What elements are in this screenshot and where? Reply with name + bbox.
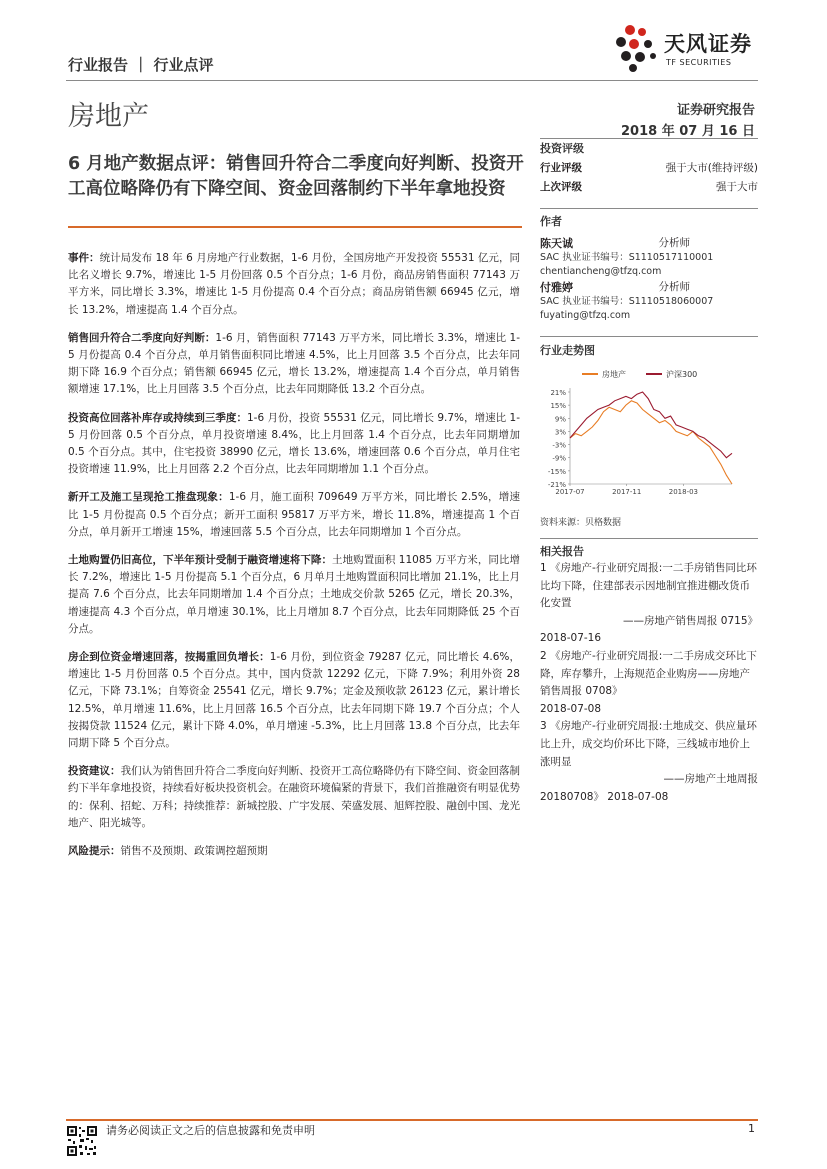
report-date: 2018 年 07 月 16 日 xyxy=(621,124,755,139)
y-tick-label: 9% xyxy=(554,415,566,424)
author-email[interactable]: fuyating@tfzq.com xyxy=(540,310,631,321)
report-body xyxy=(68,250,520,871)
report-type: 证券研究报告 xyxy=(676,103,755,118)
title-divider xyxy=(68,226,522,228)
y-tick-label: 21% xyxy=(550,389,566,397)
rating-heading: 投资评级 xyxy=(540,142,584,155)
body-paragraph: 新开工及施工呈现抢工推盘现象：1-6 月，施工面积 709649 万平方米，同比增长 2.5%，增速比 1-5 月份提高 0.5 个百分点；新开工面积 95817 万平方米，增长 11.8%，增速提高 1 个百分点，单月新开工增速 15%，增速回落 5.5 个百分点，比去年同期增加 1 个百分点。 xyxy=(68,491,520,538)
author-name: 付雅婷 xyxy=(540,281,573,294)
rating-row: 上次评级 强于大市 xyxy=(540,181,758,193)
related-report-item[interactable]: 1 《房地产-行业研究周报:一二手房销售同比环比均下降，住建部表示因地制宜推进棚改货币化安置 ——房地产销售周报 0715》 2018-07-16 xyxy=(540,562,758,645)
authors-section xyxy=(540,208,758,323)
body-paragraph: 投资高位回落补库存或持续到三季度：1-6 月份，投资 55531 亿元，同比增长 9.7%，增速比 1-5 月份回落 0.5 个百分点，单月投资增速 8.4%，比上月回落 1.4 个百分点，比去年同期增加 0.5 个百分点。其中，住宅投资 38990 亿元，增长 13.6%，增速回落 0.6 个百分点，单月住宅投资增速 11.9%，比上月回落 2.2 个百分点，比去年同期增加 1.1 个百分点。 xyxy=(68,411,520,476)
author-email[interactable]: chentiancheng@tfzq.com xyxy=(540,266,662,277)
chart-source: 资料来源：贝格数据 xyxy=(540,518,622,528)
rating-row: 行业评级 强于大市(维持评级) xyxy=(540,162,758,174)
x-tick-label: 2017-07 xyxy=(555,488,585,496)
body-paragraph: 销售回升符合二季度向好判断：1-6 月，销售面积 77143 万平方米，同比增长 3.3%，增速比 1-5 月份提高 0.4 个百分点，单月销售面积同比增速 4.5%，比上月回落 3.5 个百分点，比去年同期下降 16.9 个百分点；销售额 66945 亿元，增长 13.2%，增速提高 1.4 个百分点，单月销售额增速 17.1%，比上月回落 3.5 个百分点，比去年同期降低 13.2 个百分点。 xyxy=(68,331,521,396)
legend-label: 沪深300 xyxy=(666,370,698,379)
body-paragraph: 风险提示：销售不及预期、政策调控超预期 xyxy=(68,845,268,858)
body-paragraph: 事件：统计局发布 18 年 6 月房地产行业数据，1-6 月份，全国房地产开发投资 55531 亿元，同比名义增长 9.7%，增速比 1-5 月份回落 0.5 个百分点；1-6 月份，商品房销售面积 77143 万平方米，同比增长 3.3%，增速比 1-5 月份提高 0.4 个百分点；商品房销售额 66945 亿元，增长 13.2%，增速提高 1.4 个百分点。 xyxy=(68,252,520,316)
author-role: 分析师 xyxy=(658,237,690,249)
authors-heading: 作者 xyxy=(540,215,562,228)
trend-section xyxy=(540,336,758,362)
author-entry xyxy=(540,235,758,279)
trend-chart xyxy=(540,362,758,502)
body-paragraph: 房企到位资金增速回落，按揭重回负增长：1-6 月份，到位资金 79287 亿元，同比增长 4.6%，增速比 1-5 月份回落 0.5 个百分点。其中，国内贷款 12292 亿元，下降 7.9%；利用外资 28 亿元，下降 73.1%；自筹资金 25541 亿元，增长 9.7%；定金及预收款 26123 亿元，累计增长 12.5%，单月增速 11.6%，比上月回落 16.5 个百分点，比去年同期下降 19.7 个百分点；个人按揭贷款 11524 亿元，累计下降 4.0%，单月增速 -5.3%，比上月回落 13.8 个百分点，比去年同期下降 5 个百分点。 xyxy=(68,651,521,750)
rating-section xyxy=(540,138,758,197)
qr-code-icon xyxy=(66,1125,98,1157)
y-tick-label: 15% xyxy=(550,402,566,411)
logo-subtitle: TF SECURITIES xyxy=(666,58,732,67)
logo-name: 天风证券 xyxy=(664,32,752,56)
y-tick-label: -15% xyxy=(547,467,566,476)
header-divider xyxy=(66,80,758,81)
related-heading: 相关报告 xyxy=(540,545,584,558)
y-tick-label: -3% xyxy=(552,441,566,450)
report-title: 6 月地产数据点评：销售回升符合二季度向好判断、投资开工高位略降仍有下降空间、资金回落制约下半年拿地投资 xyxy=(68,154,524,199)
y-tick-label: -9% xyxy=(552,454,566,463)
series-line-real-estate xyxy=(570,401,732,484)
related-report-item[interactable]: 2 《房地产-行业研究周报:一二手房成交环比下降，库存攀升，上海规范企业购房——房地产销售周报 0708》 2018-07-08 xyxy=(540,649,757,715)
sidebar-divider xyxy=(540,538,758,539)
author-cert: SAC 执业证书编号：S1110518060007 xyxy=(540,296,714,307)
company-logo xyxy=(612,20,762,76)
legend-label: 房地产 xyxy=(602,370,626,379)
body-paragraph: 土地购置仍旧高位，下半年预计受制于融资增速将下降：土地购置面积 11085 万平方米，同比增长 7.2%，增速比 1-5 月份提高 5.1 个百分点，6 月单月土地购置面积同比增加 21.1%，比上月提高 7.6 个百分点，比去年同期增加 1.4 个百分点；土地成交价款 5265 亿元，增长 20.3%，增速提高 4.3 个百分点，单月增速 30.1%，比上月增加 8.7 个百分点，比去年同期降低 25 个百分点。 xyxy=(68,554,521,635)
trend-heading: 行业走势图 xyxy=(540,344,595,357)
related-list xyxy=(540,560,758,806)
author-entry xyxy=(540,279,758,323)
footer-divider xyxy=(66,1119,758,1121)
author-name: 陈天诚 xyxy=(540,237,573,250)
y-tick-label: 3% xyxy=(554,428,566,437)
sidebar-divider xyxy=(540,208,758,209)
x-tick-label: 2017-11 xyxy=(612,488,642,496)
disclaimer-note: 请务必阅读正文之后的信息披露和免责申明 xyxy=(106,1124,315,1137)
industry-title: 房地产 xyxy=(68,101,149,132)
body-paragraph: 投资建议：我们认为销售回升符合二季度向好判断、投资开工高位略降仍有下降空间、资金回落制约下半年拿地投资，持续看好板块投资机会。在融资环境偏紧的背景下，我们首推融资有明显优势的：保利、招蛇、万科；持续推荐：新城控股、广宇发展、荣盛发展、旭辉控股、融创中国、龙光地产、阳光城等。 xyxy=(68,765,521,829)
trend-chart-svg xyxy=(540,362,758,502)
sidebar-divider xyxy=(540,336,758,337)
author-cert: SAC 执业证书编号：S1110517110001 xyxy=(540,252,714,263)
related-report-item[interactable]: 3 《房地产-行业研究周报:土地成交、供应量环比上升，成交均价环比下降，三线城市地价上涨明显 ——房地产土地周报 20180708》 2018-07-08 xyxy=(540,720,758,803)
y-tick-label: -21% xyxy=(547,481,566,489)
x-tick-label: 2018-03 xyxy=(668,488,699,496)
report-category: 行业报告 ｜ 行业点评 xyxy=(68,56,214,74)
author-role: 分析师 xyxy=(658,281,690,293)
logo-dots-icon xyxy=(612,22,660,72)
page-number: 1 xyxy=(748,1122,755,1135)
